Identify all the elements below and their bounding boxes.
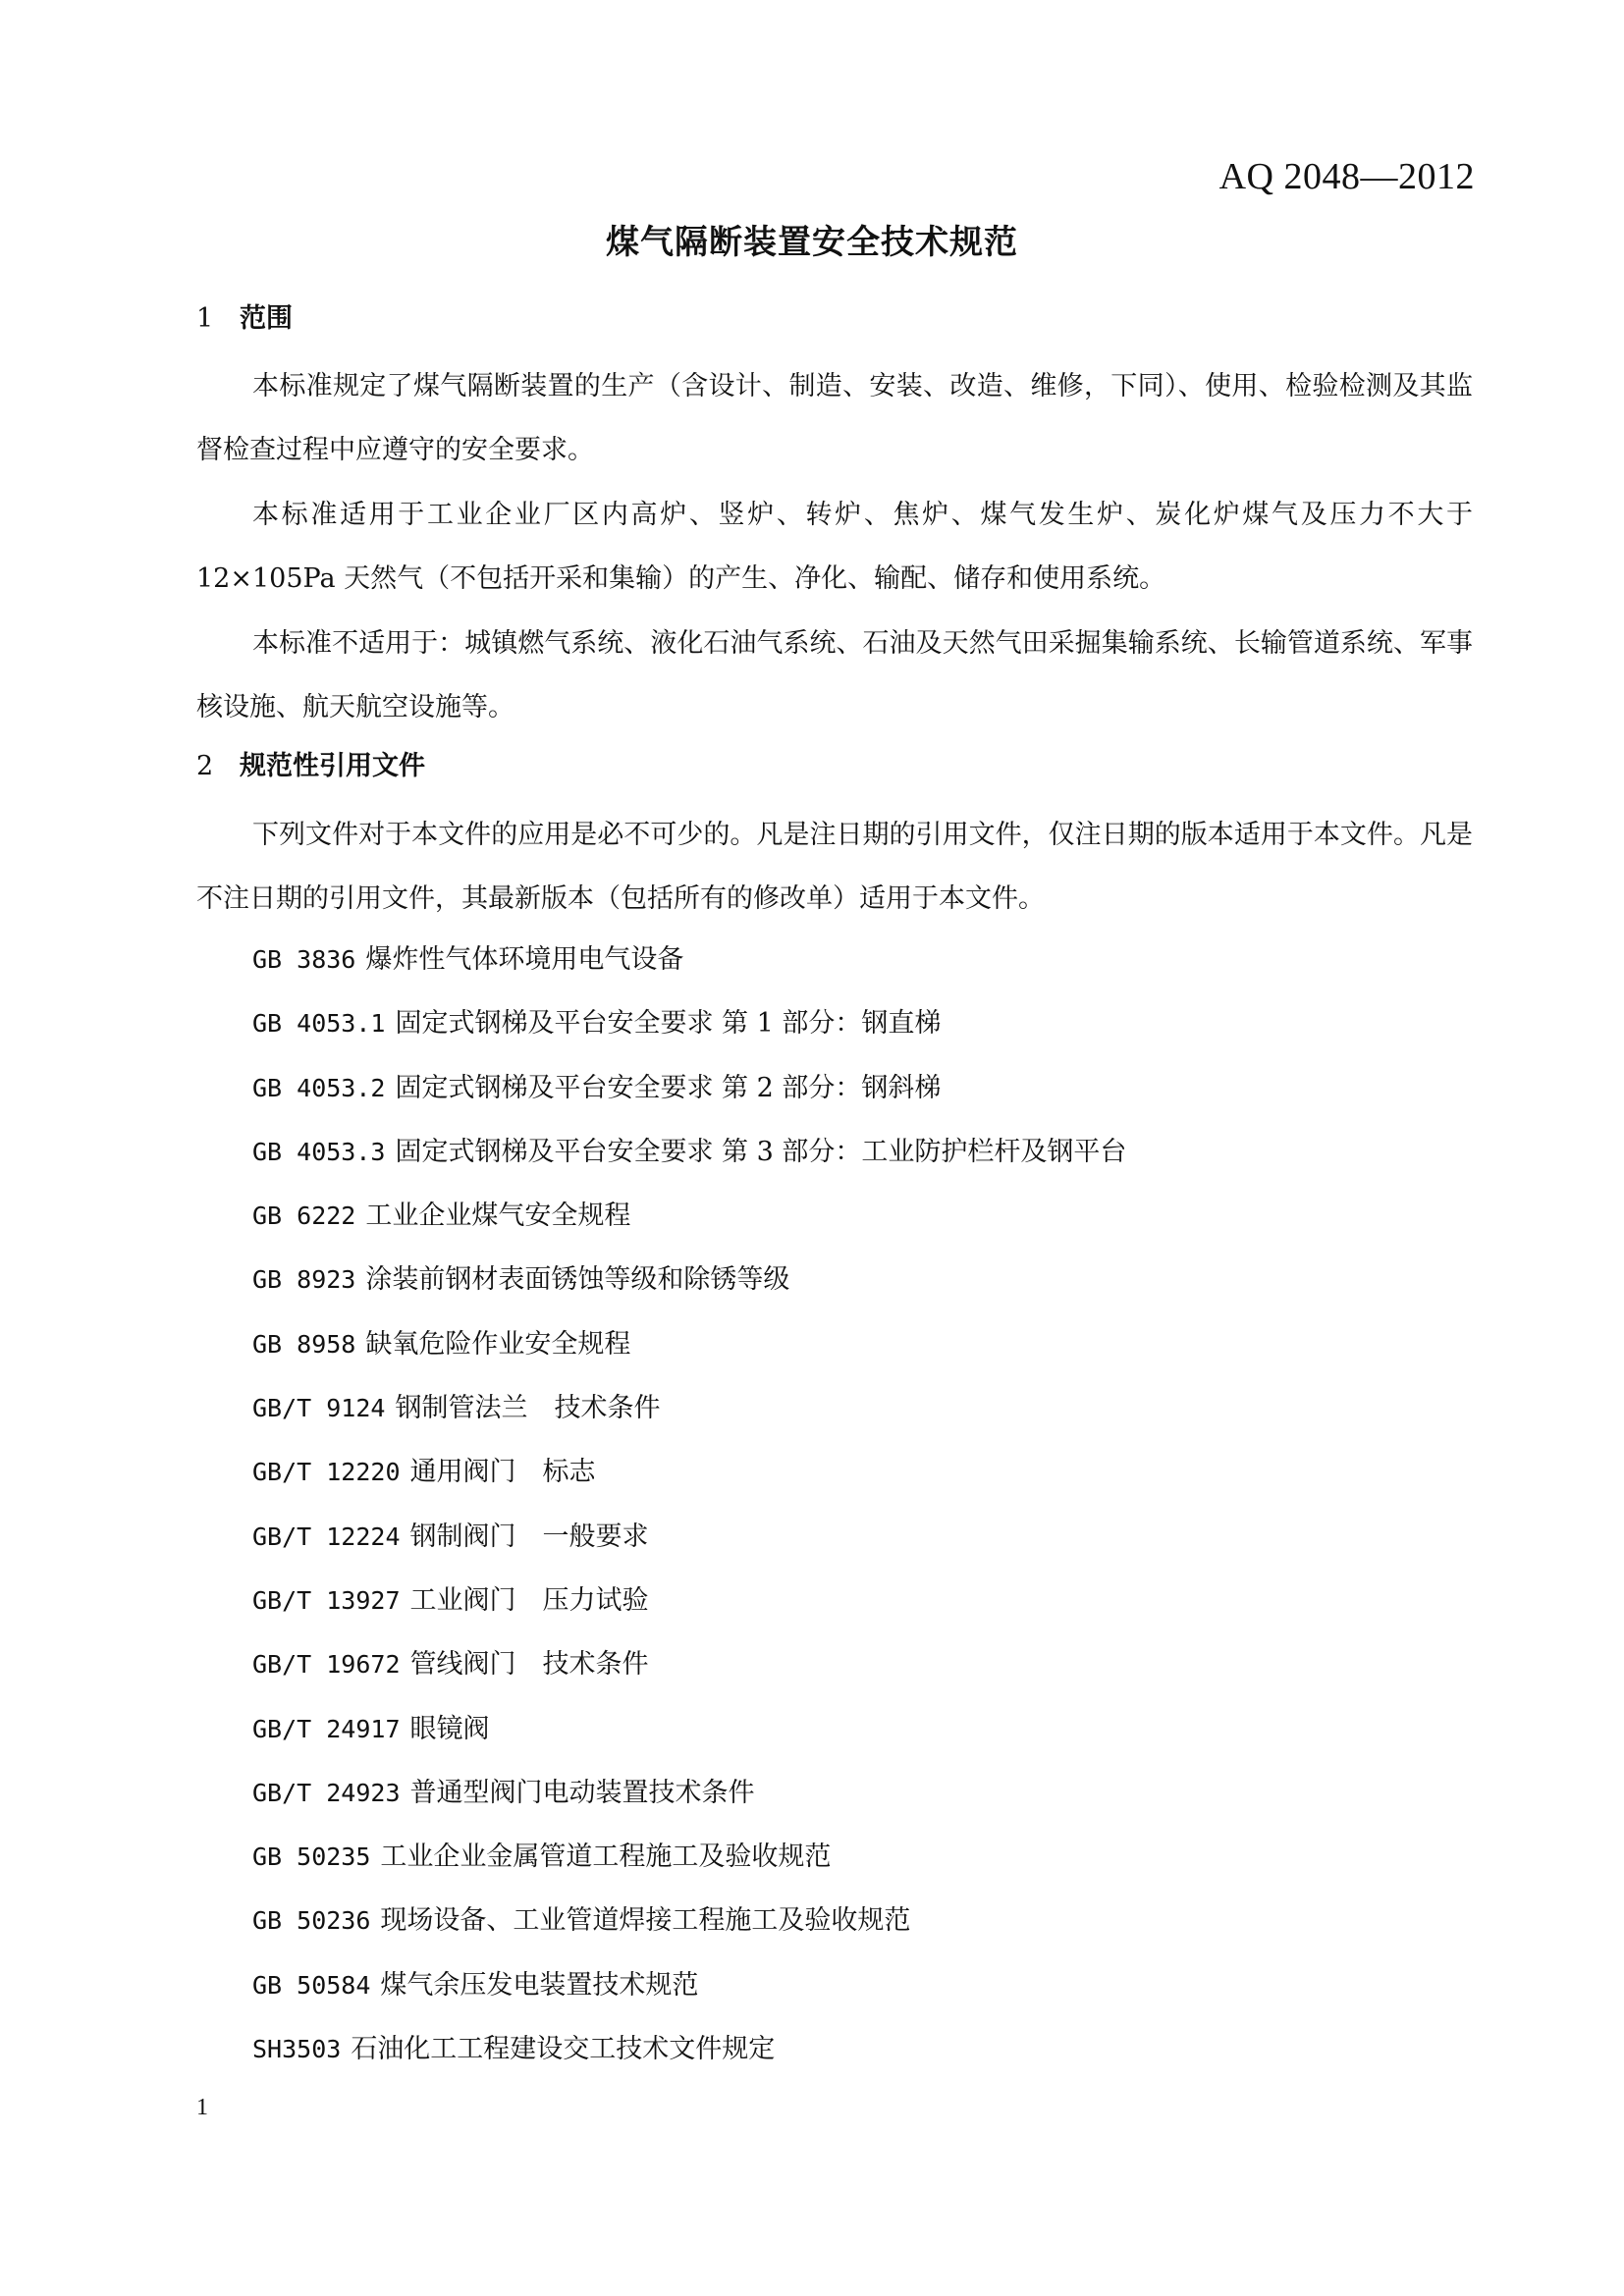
reference-title: 缺氧危险作业安全规程	[365, 1328, 631, 1360]
reference-item	[252, 1440, 1126, 1504]
reference-code: GB 6222	[252, 1201, 356, 1231]
reference-item	[252, 1569, 1126, 1632]
reference-code: GB 50584	[252, 1970, 371, 2000]
reference-item	[252, 928, 1126, 991]
reference-title: 通用阀门 标志	[409, 1457, 596, 1488]
reference-title: 爆炸性气体环境用电气设备	[365, 944, 684, 975]
reference-code: GB/T 13927	[252, 1585, 401, 1615]
reference-code: GB 8958	[252, 1329, 356, 1359]
section-number: 1	[196, 303, 214, 334]
reference-code: GB 8923	[252, 1265, 356, 1295]
paragraph: 本标准规定了煤气隔断装置的生产（含设计、制造、安装、改造、维修，下同）、使用、检验检测及其监督检查过程中应遵守的安全要求。	[196, 371, 1473, 465]
reference-title: 管线阀门 技术条件	[409, 1649, 649, 1681]
reference-title: 钢制阀门 一般要求	[409, 1521, 649, 1552]
section-heading-normative-references	[196, 749, 425, 784]
reference-item	[252, 1697, 1126, 1761]
section-title: 范围	[240, 303, 293, 334]
reference-item	[252, 1632, 1126, 1696]
reference-title: 固定式钢梯及平台安全要求 第 2 部分：钢斜梯	[395, 1072, 942, 1103]
reference-code: GB/T 9124	[252, 1394, 386, 1423]
reference-item	[252, 1248, 1126, 1311]
reference-list	[252, 928, 1126, 2081]
reference-code: GB 4053.3	[252, 1137, 386, 1166]
reference-item	[252, 1056, 1126, 1120]
reference-code: SH3503	[252, 2035, 342, 2064]
reference-title: 工业企业煤气安全规程	[365, 1201, 631, 1232]
reference-title: 固定式钢梯及平台安全要求 第 3 部分：工业防护栏杆及钢平台	[395, 1136, 1127, 1167]
reference-code: GB 50235	[252, 1842, 371, 1872]
page-number: 1	[196, 2095, 208, 2120]
reference-code: GB/T 24923	[252, 1778, 401, 1807]
paragraph: 本标准适用于工业企业厂区内高炉、竖炉、转炉、焦炉、煤气发生炉、炭化炉煤气及压力不大于12×105Pa 天然气（不包括开采和集输）的产生、净化、输配、储存和使用系统。	[196, 500, 1473, 594]
reference-title: 工业企业金属管道工程施工及验收规范	[380, 1842, 832, 1873]
reference-item	[252, 1120, 1126, 1184]
reference-item	[252, 2017, 1126, 2081]
standard-code: AQ 2048—2012	[1218, 156, 1475, 197]
reference-title: 普通型阀门电动装置技术条件	[409, 1777, 755, 1808]
reference-item	[252, 991, 1126, 1055]
reference-code: GB/T 19672	[252, 1650, 401, 1680]
reference-item	[252, 1184, 1126, 1248]
reference-code: GB 4053.1	[252, 1009, 386, 1039]
reference-title: 工业阀门 压力试验	[409, 1584, 649, 1616]
paragraph: 下列文件对于本文件的应用是必不可少的。凡是注日期的引用文件，仅注日期的版本适用于本文件。凡是不注日期的引用文件，其最新版本（包括所有的修改单）适用于本文件。	[196, 820, 1473, 914]
section-number: 2	[196, 751, 214, 781]
reference-title: 固定式钢梯及平台安全要求 第 1 部分：钢直梯	[395, 1008, 942, 1040]
section-heading-scope	[196, 301, 293, 337]
document-title: 煤气隔断装置安全技术规范	[606, 223, 1018, 262]
reference-code: GB/T 12224	[252, 1522, 401, 1551]
reference-item	[252, 1825, 1126, 1889]
reference-title: 眼镜阀	[409, 1713, 490, 1744]
reference-item	[252, 1376, 1126, 1440]
reference-item	[252, 1889, 1126, 1952]
reference-title: 煤气余压发电装置技术规范	[380, 1969, 699, 2001]
reference-item	[252, 1761, 1126, 1825]
reference-item	[252, 1953, 1126, 2017]
reference-title: 石油化工工程建设交工技术文件规定	[351, 2034, 776, 2065]
paragraph: 本标准不适用于：城镇燃气系统、液化石油气系统、石油及天然气田采掘集输系统、长输管道系统、军事核设施、航天航空设施等。	[196, 628, 1473, 722]
reference-code: GB 4053.2	[252, 1073, 386, 1102]
reference-code: GB 3836	[252, 945, 356, 974]
reference-title: 钢制管法兰 技术条件	[395, 1393, 661, 1424]
reference-title: 现场设备、工业管道焊接工程施工及验收规范	[380, 1905, 911, 1937]
section-title: 规范性引用文件	[240, 751, 425, 781]
reference-code: GB/T 24917	[252, 1714, 401, 1743]
reference-code: GB/T 12220	[252, 1458, 401, 1487]
reference-item	[252, 1312, 1126, 1376]
reference-item	[252, 1505, 1126, 1569]
reference-code: GB 50236	[252, 1906, 371, 1936]
reference-title: 涂装前钢材表面锈蚀等级和除锈等级	[365, 1264, 790, 1296]
